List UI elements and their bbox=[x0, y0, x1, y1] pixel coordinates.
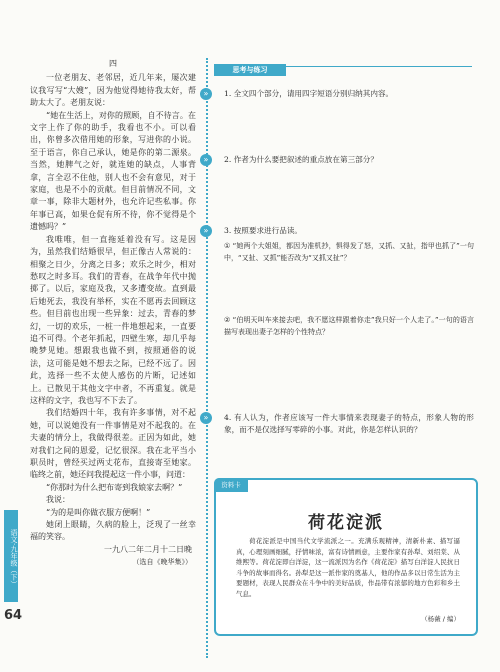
question-3b-text: ② “伯明天叫车来接去吧，我不愿这样跟着你走”我只好一个人走了。”一句的语言描写表现出妻子怎样的个性特点？ bbox=[224, 316, 474, 336]
arrow-marker-icon: » bbox=[200, 154, 212, 166]
essay-paragraph: 她闭上眼睛，久病的脸上，泛现了一丝幸福的笑容。 bbox=[30, 520, 196, 542]
section-number: 四 bbox=[109, 59, 117, 68]
essay-paragraph: “你那时为什么把布寄到我娘家去啊？” bbox=[46, 482, 183, 492]
essay-paragraph: “为的是叫你做衣服方便啊！” bbox=[46, 507, 151, 517]
essay-column bbox=[30, 58, 196, 569]
dotted-divider bbox=[206, 58, 208, 658]
essay-source: （选自《晚华集》） bbox=[132, 558, 192, 567]
question-3b bbox=[224, 314, 474, 338]
essay-paragraph: 一位老朋友、老邻居，近几年来，屡次建议我写写“大嫂”，因为他觉得她待我太好，帮助太大了。老朋友说： bbox=[30, 73, 196, 108]
question-3: 3. 按照要求进行品读。 bbox=[224, 226, 303, 235]
page-number: 64 bbox=[4, 608, 23, 623]
question-2: 2. 作者为什么要把叙述的重点放在第三部分？ bbox=[224, 155, 378, 164]
question-1: 1. 全文四个部分，请用四字短语分别归纳其内容。 bbox=[224, 89, 394, 98]
arrow-marker-icon: » bbox=[200, 225, 212, 237]
essay-paragraph: 我们结婚四十年，我有许多事情，对不起她，可以说她没有一件事情是对不起我的。在夫妻的情分上，我做得很差。正因为如此，她对我们之间的恩爱，记忆很深。我在北平当小职员时，曾经买过两丈花布，直接寄至她家。临终之前，她还问我提起这一件小事，问道： bbox=[30, 408, 196, 480]
essay-paragraph: 我说： bbox=[46, 495, 70, 505]
essay-date: 一九八二年二月十二日晚 bbox=[104, 544, 192, 554]
essay-paragraph: “她在生活上，对你的照顾，自不待言。在文字上作了你的助手，我看也不小。可以看出，你曾多次借用她的形象，写进你的小说。至于语言，你自己承认，她是你的第二源泉。当然，她脾气之好，就连她的缺点，人事背拿，言全忍不住他，别人也不会有意见，对于家庭，也是不小的贡献。但目前情况不同，文章一事，除非大题材外，也允许记些私事。你年事已高，如果仓促有所不待，你不觉得是个遗憾吗？” bbox=[30, 110, 196, 232]
question-4: 4. 有人认为，作者应该写一件大事情来表现妻子的特点，形象人物的形象，而不是仅选择写零碎的小事。对此，你是怎样认识的？ bbox=[224, 413, 474, 434]
reference-card-tag: 资料卡 bbox=[214, 478, 248, 492]
question-3a-text: ① “她两个大姐姐，都因为准机抄，惧得发了怒，又抓、又扯，指甲也抓了”一句中，“又扯、又抓”能否改为“又抓又扯”？ bbox=[224, 242, 474, 262]
exercise-header: 思考与练习 bbox=[214, 64, 286, 76]
side-tab: 语文·九年级（下） bbox=[4, 510, 18, 602]
reference-card-body: 荷花淀派是中国当代文学流派之一。充满乐观精神，清新朴素、描写逼真，心理刻画细腻，抒情味浓，富有诗情画意，主要作家有孙犁、刘绍棠、从维熙等。荷花淀即白洋淀，这一流派因为名作《荷花淀》描写白洋淀人民抗日斗争的故事而得名。孙犁是这一派作家的奠基人，他的作品多以日常生活为主要题材，表现人民群众在斗争中的美好品质，作品带有浓郁的地方色彩和乡土气息。 bbox=[236, 537, 460, 598]
question-3a bbox=[224, 240, 474, 264]
essay-paragraph: 我唯唯，但一直拖延着没有写。这是因为，虽然我们结婚很早，但正像古人常说的：相聚之日少，分离之日多；欢乐之时少，相对愁叹之时多耳。我们的青春，在战争年代中抛掷了。以后，家庭及我，又多遭变故。直到最后她死去，我没有举杯，实在不愿再去回顾这些。但目前也出现一些异象：过去，青春的梦幻，一切的欢乐，一桩一件地想起来，一直要追不可得。个老年抓起，四壁生寒，却几乎每晚梦见她。想跟我也做不到，按照通俗的说法，这可能是她不想去之际，已经不远了。因此，选择一些不太使人感伤的片断，记述如上。已散见于其他文字中者，不再重复。就是这样的文字，我也写不下去了。 bbox=[30, 234, 196, 405]
arrow-marker-icon: » bbox=[200, 88, 212, 100]
arrow-marker-icon: » bbox=[200, 412, 212, 424]
reference-card-title: 荷花淀派 bbox=[308, 513, 384, 533]
reference-card-credit: （杨薇 / 编） bbox=[421, 615, 460, 623]
